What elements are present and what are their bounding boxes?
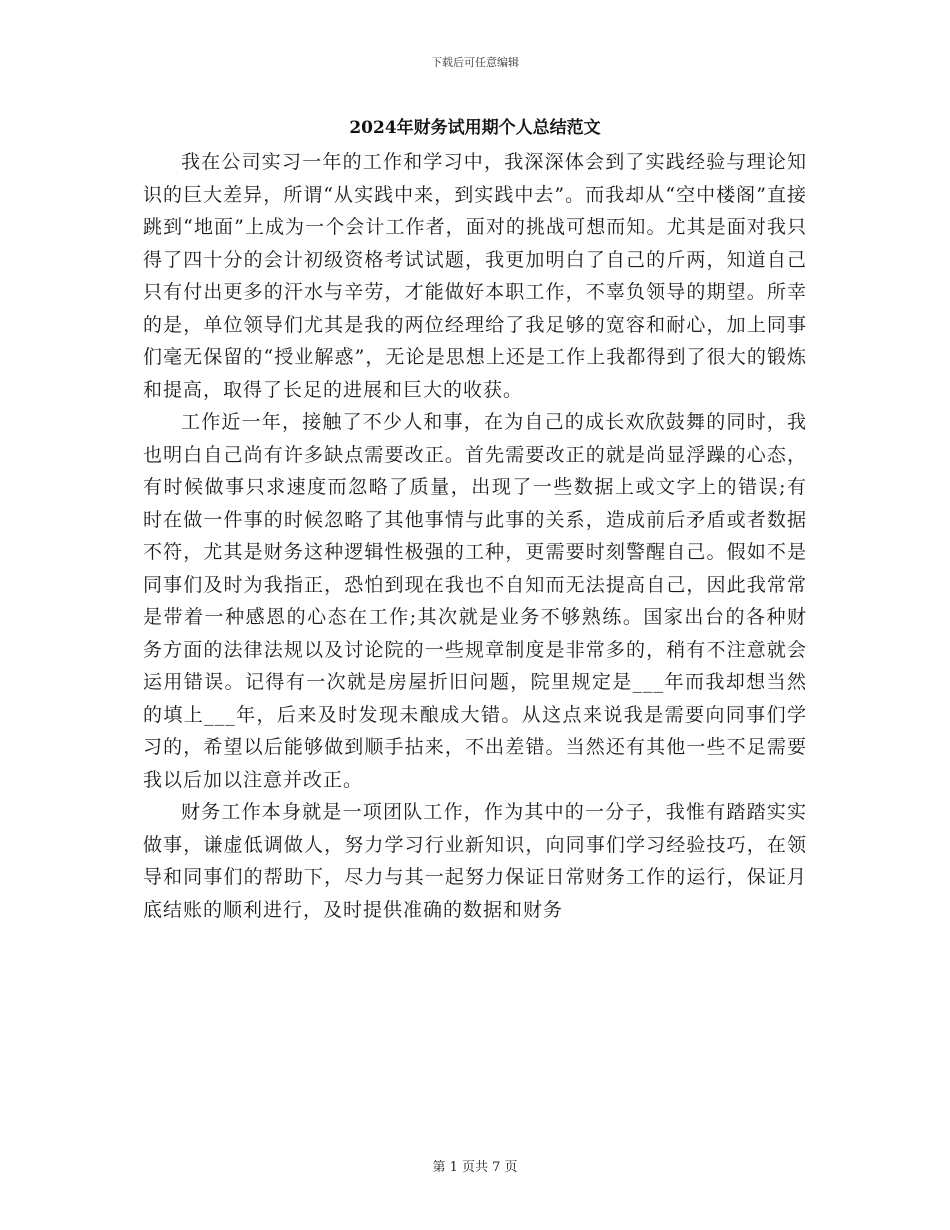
header-note: 下载后可任意编辑 <box>431 56 519 69</box>
page-number-footer: 第 1 页共 7 页 <box>432 1160 518 1175</box>
body-paragraph: 我在公司实习一年的工作和学习中，我深深体会到了实践经验与理论知识的巨大差异，所谓“从实践中来，到实践中去”。而我却从“空中楼阁”直接跳到“地面”上成为一个会计工作者，面对的挑战可想而知。尤其是面对我只得了四十分的会计初级资格考试试题，我更加明白了自己的斤两，知道自己只有付出更多的汗水与辛劳，才能做好本职工作，不辜负领导的期望。所幸的是，单位领导们尤其是我的两位经理给了我足够的宽容和耐心，加上同事们毫无保留的“授业解惑”，无论是思想上还是工作上我都得到了很大的锻炼和提高，取得了长足的进展和巨大的收获。 <box>143 151 807 401</box>
body-paragraph: 工作近一年，接触了不少人和事，在为自己的成长欢欣鼓舞的同时，我也明白自己尚有许多缺点需要改正。首先需要改正的就是尚显浮躁的心态，有时候做事只求速度而忽略了质量，出现了一些数据上或文字上的错误;有时在做一件事的时候忽略了其他事情与此事的关系，造成前后矛盾或者数据不符，尤其是财务这种逻辑性极强的工种，更需要时刻警醒自己。假如不是同事们及时为我指正，恐怕到现在我也不自知而无法提高自己，因此我常常是带着一种感恩的心态在工作;其次就是业务不够熟练。国家出台的各种财务方面的法律法规以及讨论院的一些规章制度是非常多的，稍有不注意就会运用错误。记得有一次就是房屋折旧问题，院里规定是___年而我却想当然的填上___年，后来及时发现未酿成大错。从这点来说我是需要向同事们学习的，希望以后能够做到顺手拈来，不出差错。当然还有其他一些不足需要我以后加以注意并改正。 <box>143 411 807 791</box>
document-title: 2024年财务试用期个人总结范文 <box>349 118 601 138</box>
body-paragraph: 财务工作本身就是一项团队工作，作为其中的一分子，我惟有踏踏实实做事，谦虚低调做人，努力学习行业新知识，向同事们学习经验技巧，在领导和同事们的帮助下，尽力与其一起努力保证日常财务工作的运行，保证月底结账的顺利进行，及时提供准确的数据和财务 <box>143 801 807 921</box>
document-body <box>143 146 807 926</box>
